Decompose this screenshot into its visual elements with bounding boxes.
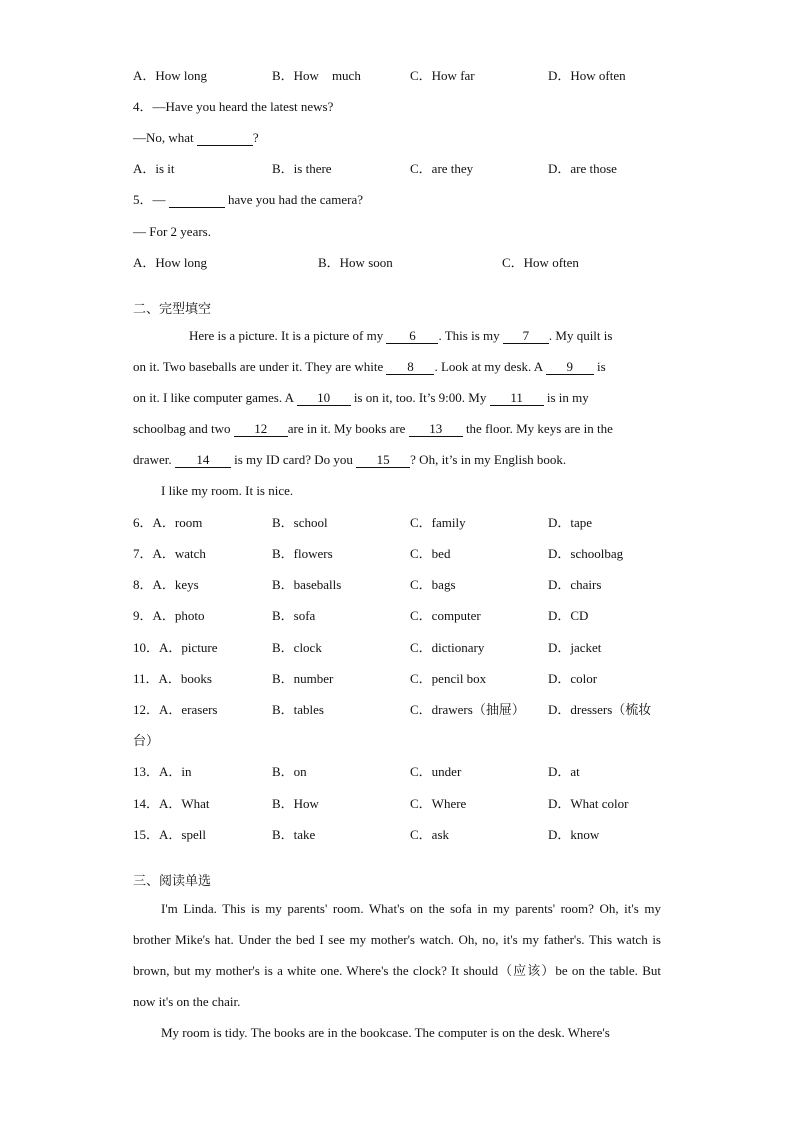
cloze-text: is on it, too. It’s 9:00. My: [350, 390, 490, 405]
option-a[interactable]: 12．A．erasers: [133, 702, 218, 717]
option-c[interactable]: C．pencil box: [410, 671, 487, 686]
section-2-title: 二、完型填空: [133, 302, 212, 317]
cloze-text: on it. Two baseballs are under it. They are white: [133, 359, 387, 374]
option-b[interactable]: B．baseballs: [272, 577, 342, 592]
option-a[interactable]: 10．A．picture: [133, 640, 218, 655]
option-b[interactable]: B．school: [272, 515, 328, 530]
q4-option-d[interactable]: D．are those: [548, 161, 617, 176]
cloze-text: is in my: [543, 390, 589, 405]
cloze-text: Here is a picture. It is a picture of my: [189, 328, 387, 343]
reading-text: I'm Linda. This is my parents' room. What's on the sofa in my parents' room? Oh, it's my brother Mike's hat. Under the bed I see my mother's watch. Oh, no, it's my father's. This watch is brown, but my mother's is a white one. Where's the clock? It should（应该）be on the table. But now it's on the chair.: [133, 901, 661, 1009]
option-a[interactable]: 9．A．photo: [133, 608, 205, 623]
cloze-text: on it. I like computer games. A: [133, 390, 297, 405]
q4-option-a[interactable]: A．is it: [133, 161, 175, 176]
q3-option-a[interactable]: A．How long: [133, 68, 208, 83]
option-d[interactable]: D．know: [548, 827, 600, 842]
option-c[interactable]: C．bags: [410, 577, 456, 592]
option-d[interactable]: D．jacket: [548, 640, 602, 655]
cloze-blank-8[interactable]: 8: [386, 360, 434, 375]
cloze-text: I like my room. It is nice.: [161, 483, 294, 498]
reading-paragraph-2: [133, 1017, 661, 1048]
option-c[interactable]: C．Where: [410, 796, 467, 811]
option-c[interactable]: C．under: [410, 764, 462, 779]
q4-stem: 4．—Have you heard the latest news?: [133, 99, 334, 114]
cloze-text: schoolbag and two: [133, 421, 234, 436]
cloze-blank-15[interactable]: 15: [356, 453, 410, 468]
cloze-text: . My quilt is: [548, 328, 613, 343]
cloze-text: are in it. My books are: [287, 421, 409, 436]
cloze-text: ? Oh, it’s in my English book.: [410, 452, 567, 467]
option-b[interactable]: B．tables: [272, 702, 324, 717]
option-d[interactable]: D．schoolbag: [548, 546, 624, 561]
option-a[interactable]: 7．A．watch: [133, 546, 206, 561]
option-d[interactable]: D．at: [548, 764, 580, 779]
option-d[interactable]: D．CD: [548, 608, 589, 623]
cloze-text: is my ID card? Do you: [230, 452, 357, 467]
option-c[interactable]: C．computer: [410, 608, 481, 623]
option-c[interactable]: C．drawers（抽屉）: [410, 702, 525, 717]
option-b[interactable]: B．number: [272, 671, 334, 686]
option-a[interactable]: 15．A．spell: [133, 827, 206, 842]
option-a[interactable]: 8．A．keys: [133, 577, 199, 592]
option-b[interactable]: B．How: [272, 796, 319, 811]
cloze-text: . This is my: [438, 328, 503, 343]
option-c[interactable]: C．bed: [410, 546, 451, 561]
q3-option-d[interactable]: D．How often: [548, 68, 626, 83]
cloze-blank-9[interactable]: 9: [546, 360, 594, 375]
q4-reply-post: ?: [252, 130, 259, 145]
option-b[interactable]: B．flowers: [272, 546, 333, 561]
q4-reply: [133, 130, 259, 146]
q5-blank[interactable]: [169, 193, 225, 208]
option-a[interactable]: 14．A．What: [133, 796, 210, 811]
q5-stem: [133, 192, 363, 208]
cloze-text: is: [593, 359, 606, 374]
option-d[interactable]: D．chairs: [548, 577, 602, 592]
option-d[interactable]: D．color: [548, 671, 598, 686]
cloze-blank-6[interactable]: 6: [386, 329, 438, 344]
q3-option-b[interactable]: B．How much: [272, 68, 361, 83]
q4-option-b[interactable]: B．is there: [272, 161, 332, 176]
q4-option-c[interactable]: C．are they: [410, 161, 474, 176]
option-c[interactable]: C．dictionary: [410, 640, 485, 655]
option-b[interactable]: B．sofa: [272, 608, 316, 623]
cloze-blank-14[interactable]: 14: [175, 453, 231, 468]
cloze-text: drawer.: [133, 452, 175, 467]
cloze-blank-11[interactable]: 11: [490, 391, 544, 406]
q5-option-b[interactable]: B．How soon: [318, 255, 393, 270]
q5-num: 5．—: [133, 192, 169, 207]
q5-reply: — For 2 years.: [133, 224, 211, 239]
cloze-blank-12[interactable]: 12: [234, 422, 288, 437]
q5-option-a[interactable]: A．How long: [133, 255, 208, 270]
option-d[interactable]: D．What color: [548, 796, 629, 811]
option-b[interactable]: B．on: [272, 764, 307, 779]
option-a[interactable]: 6．A．room: [133, 515, 203, 530]
section-3-title: 三、阅读单选: [133, 874, 212, 889]
cloze-passage: [133, 320, 661, 506]
q5-option-c[interactable]: C．How often: [502, 255, 579, 270]
cloze-blank-13[interactable]: 13: [409, 422, 463, 437]
q4-blank[interactable]: [197, 131, 253, 146]
option-d-continued: 台）: [133, 733, 160, 748]
option-d[interactable]: D．dressers（梳妆: [548, 702, 652, 717]
option-c[interactable]: C．family: [410, 515, 466, 530]
q5-stem-post: have you had the camera?: [224, 192, 363, 207]
option-b[interactable]: B．clock: [272, 640, 322, 655]
cloze-blank-10[interactable]: 10: [297, 391, 351, 406]
q3-option-c[interactable]: C．How far: [410, 68, 475, 83]
reading-text: My room is tidy. The books are in the bookcase. The computer is on the desk. Where's: [161, 1025, 610, 1040]
option-c[interactable]: C．ask: [410, 827, 450, 842]
option-a[interactable]: 13．A．in: [133, 764, 192, 779]
option-b[interactable]: B．take: [272, 827, 316, 842]
q4-reply-pre: —No, what: [133, 130, 197, 145]
reading-paragraph-1: [133, 893, 661, 1017]
option-a[interactable]: 11．A．books: [133, 671, 212, 686]
option-d[interactable]: D．tape: [548, 515, 593, 530]
cloze-text: . Look at my desk. A: [434, 359, 546, 374]
cloze-blank-7[interactable]: 7: [503, 329, 549, 344]
cloze-text: the floor. My keys are in the: [462, 421, 613, 436]
